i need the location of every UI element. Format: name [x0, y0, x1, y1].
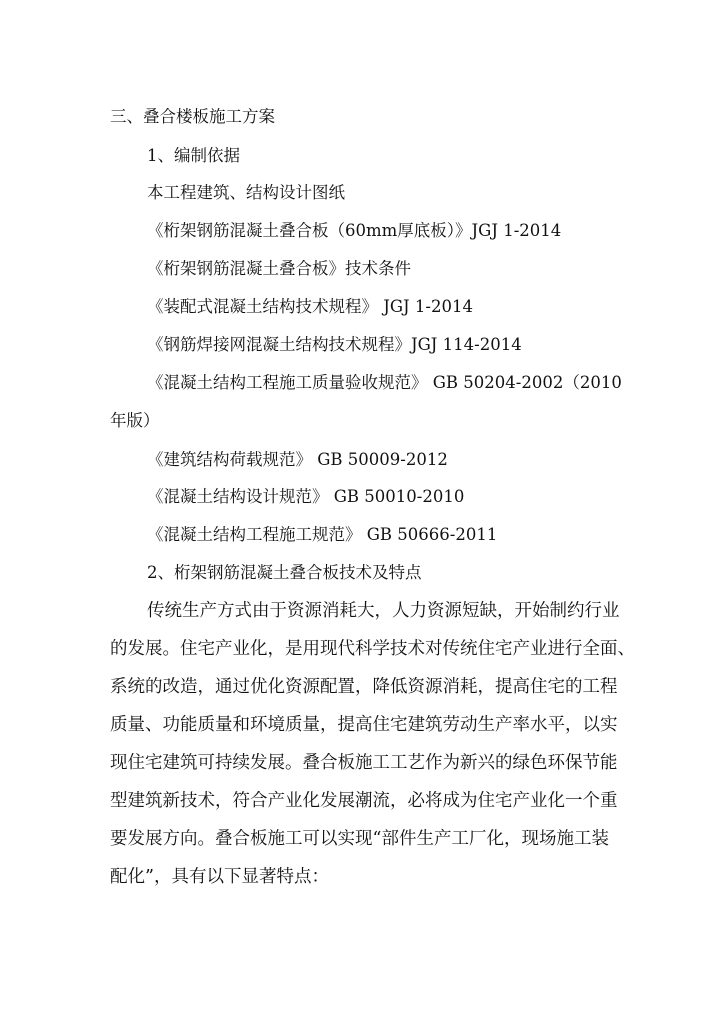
reference-item: 《混凝土结构工程施工质量验收规范》 GB 50204-2002（2010: [147, 373, 622, 392]
section-title: 三、叠合楼板施工方案: [110, 107, 275, 126]
subsection-1-heading: 1、编制依据: [147, 146, 240, 165]
paragraph-line: 系统的改造，通过优化资源配置，降低资源消耗，提高住宅的工程: [110, 677, 618, 697]
reference-item: 《钢筋焊接网混凝土结构技术规程》JGJ 114-2014: [147, 335, 522, 354]
paragraph-line: 现住宅建筑可持续发展。叠合板施工工艺作为新兴的绿色环保节能: [110, 753, 618, 773]
reference-item-continuation: 年版）: [110, 411, 160, 430]
paragraph-line: 的发展。住宅产业化，是用现代科学技术对传统住宅产业进行全面、: [110, 639, 635, 659]
reference-item: 《建筑结构荷载规范》 GB 50009-2012: [147, 450, 448, 469]
paragraph-line: 型建筑新技术，符合产业化发展潮流，必将成为住宅产业化一个重: [110, 791, 618, 811]
reference-item: 《混凝土结构设计规范》 GB 50010-2010: [147, 487, 465, 506]
paragraph-line: 要发展方向。叠合板施工可以实现“部件生产工厂化，现场施工装: [110, 829, 609, 849]
reference-item: 本工程建筑、结构设计图纸: [147, 183, 345, 202]
paragraph-line: 传统生产方式由于资源消耗大，人力资源短缺，开始制约行业: [147, 601, 620, 621]
subsection-2-heading: 2、桁架钢筋混凝土叠合板技术及特点: [147, 563, 422, 582]
reference-item: 《混凝土结构工程施工规范》 GB 50666-2011: [147, 525, 498, 544]
paragraph-line: 配化”，具有以下显著特点：: [110, 867, 329, 887]
reference-item: 《桁架钢筋混凝土叠合板》技术条件: [147, 259, 411, 278]
reference-item: 《装配式混凝土结构技术规程》 JGJ 1-2014: [147, 297, 473, 316]
reference-item: 《桁架钢筋混凝土叠合板（60mm厚底板）》JGJ 1-2014: [147, 221, 562, 240]
paragraph-line: 质量、功能质量和环境质量，提高住宅建筑劳动生产率水平，以实: [110, 715, 618, 735]
